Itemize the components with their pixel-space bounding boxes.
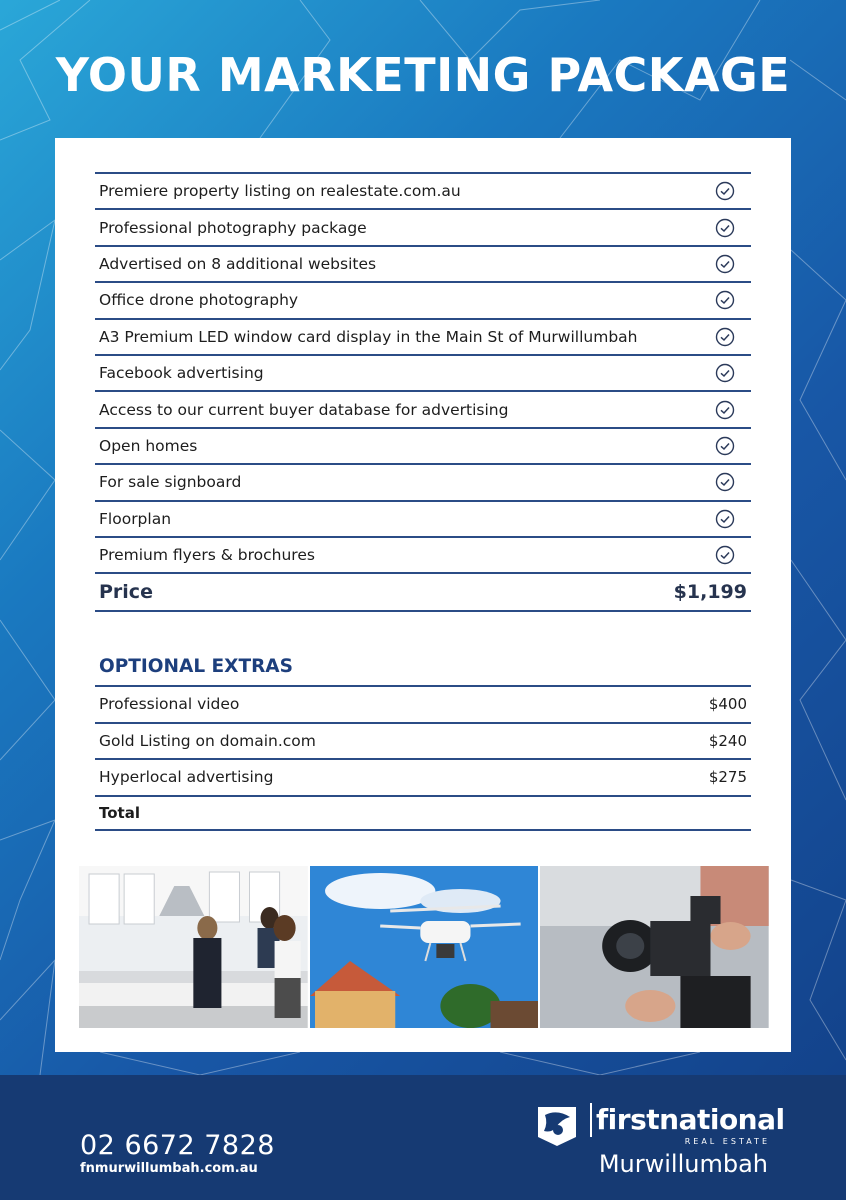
list-item bbox=[95, 463, 751, 499]
list-item bbox=[95, 245, 751, 281]
list-item bbox=[95, 390, 751, 426]
list-item bbox=[95, 172, 751, 208]
check-circle-icon bbox=[715, 181, 735, 201]
list-item bbox=[95, 281, 751, 317]
footer bbox=[0, 1075, 846, 1200]
list-item bbox=[95, 427, 751, 463]
item-label: Facebook advertising bbox=[99, 364, 264, 383]
extras-table bbox=[95, 685, 751, 831]
package-card bbox=[55, 138, 791, 1052]
check-circle-icon bbox=[715, 545, 735, 565]
website-link[interactable]: fnmurwillumbah.com.au bbox=[80, 1161, 258, 1176]
item-label: Premiere property listing on realestate.com.au bbox=[99, 182, 461, 201]
video-camera-photo bbox=[540, 866, 769, 1028]
brand-subtitle: REAL ESTATE bbox=[684, 1137, 770, 1146]
item-label: Premium flyers & brochures bbox=[99, 546, 315, 565]
price-row bbox=[95, 572, 751, 612]
first-national-logo-icon bbox=[534, 1105, 580, 1147]
list-item bbox=[95, 758, 751, 795]
item-label: Access to our current buyer database for advertising bbox=[99, 400, 509, 419]
check-circle-icon bbox=[715, 400, 735, 420]
item-price: $240 bbox=[708, 731, 747, 750]
list-item bbox=[95, 208, 751, 244]
list-item bbox=[95, 722, 751, 759]
item-label: Professional video bbox=[99, 695, 240, 714]
brand-name: firstnational bbox=[590, 1103, 785, 1137]
total-row bbox=[95, 795, 751, 832]
check-circle-icon bbox=[715, 327, 735, 347]
price-label: Price bbox=[99, 581, 153, 604]
office-town: Murwillumbah bbox=[598, 1150, 768, 1178]
page-title: YOUR MARKETING PACKAGE bbox=[55, 48, 791, 102]
list-item bbox=[95, 354, 751, 390]
check-circle-icon bbox=[715, 472, 735, 492]
phone-number[interactable]: 02 6672 7828 bbox=[80, 1130, 275, 1161]
item-label: Floorplan bbox=[99, 509, 172, 528]
drone-photo bbox=[310, 866, 539, 1028]
item-label: Advertised on 8 additional websites bbox=[99, 254, 377, 273]
item-label: For sale signboard bbox=[99, 473, 242, 492]
brand-logo bbox=[534, 1103, 785, 1178]
check-circle-icon bbox=[715, 254, 735, 274]
item-label: Hyperlocal advertising bbox=[99, 768, 274, 787]
extras-heading: OPTIONAL EXTRAS bbox=[99, 656, 293, 677]
total-label: Total bbox=[99, 804, 140, 823]
list-item bbox=[95, 500, 751, 536]
package-table bbox=[95, 172, 751, 612]
check-circle-icon bbox=[715, 436, 735, 456]
item-price: $275 bbox=[708, 768, 747, 787]
item-price: $400 bbox=[708, 695, 747, 714]
check-circle-icon bbox=[715, 509, 735, 529]
check-circle-icon bbox=[715, 218, 735, 238]
check-circle-icon bbox=[715, 363, 735, 383]
kitchen-agents-photo bbox=[79, 866, 308, 1028]
item-label: Professional photography package bbox=[99, 218, 367, 237]
photo-strip bbox=[79, 866, 769, 1028]
price-value: $1,199 bbox=[673, 581, 747, 604]
check-circle-icon bbox=[715, 290, 735, 310]
item-label: A3 Premium LED window card display in the Main St of Murwillumbah bbox=[99, 327, 638, 346]
list-item bbox=[95, 536, 751, 572]
item-label: Open homes bbox=[99, 436, 198, 455]
list-item bbox=[95, 318, 751, 354]
item-label: Office drone photography bbox=[99, 291, 299, 310]
list-item bbox=[95, 685, 751, 722]
item-label: Gold Listing on domain.com bbox=[99, 731, 316, 750]
